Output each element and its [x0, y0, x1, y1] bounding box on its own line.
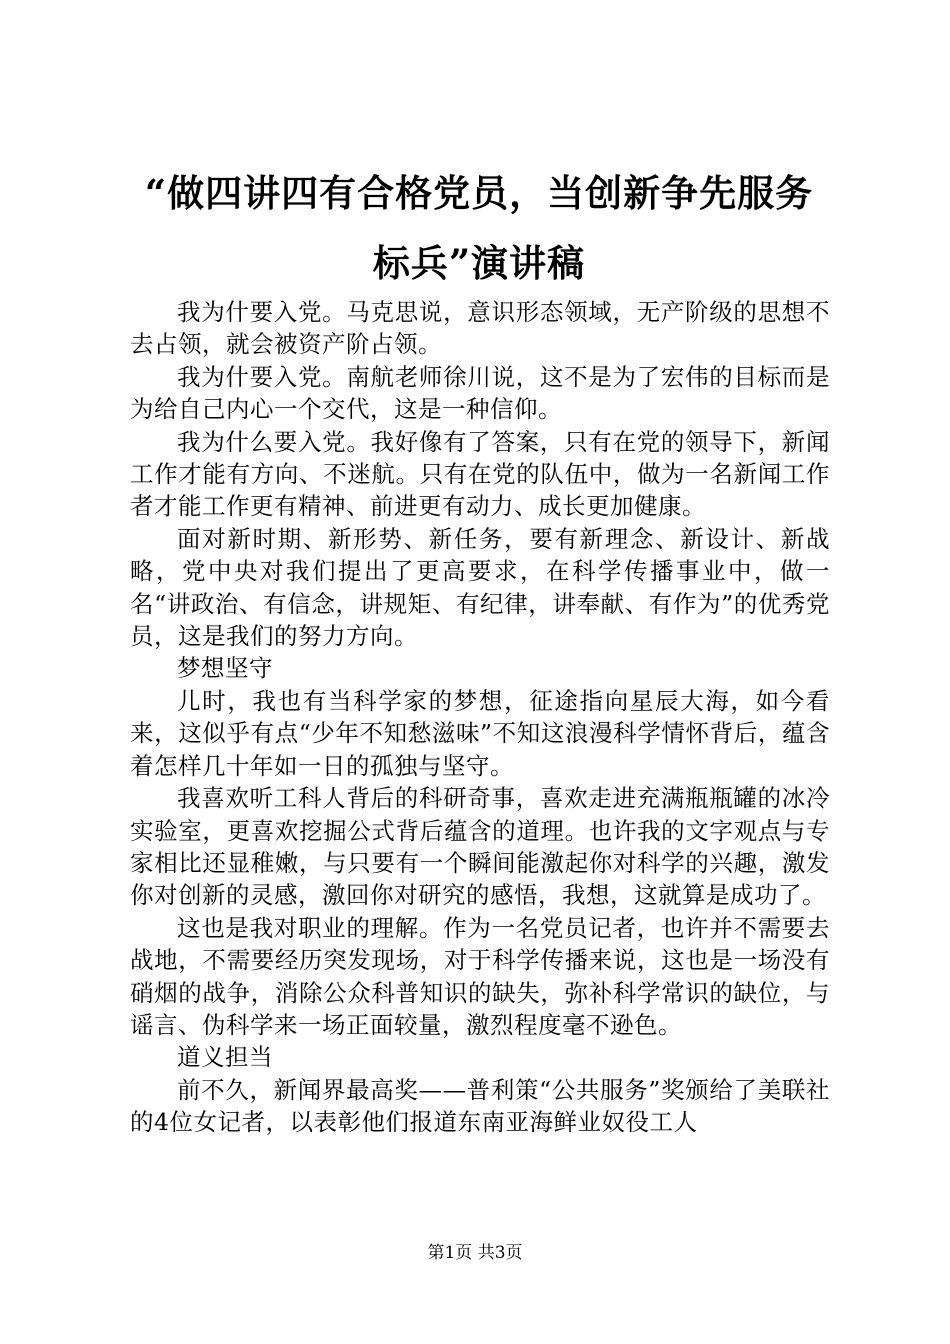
- document-body: [130, 296, 830, 1139]
- page-footer: 第1页 共3页: [427, 1243, 523, 1263]
- paragraph: 我为什要入党。南航老师徐川说，这不是为了宏伟的目标而是为给自己内心一个交代，这是一种信仰。: [130, 362, 830, 424]
- paragraph: 面对新时期、新形势、新任务，要有新理念、新设计、新战略，党中央对我们提出了更高要求，在科学传播事业中，做一名“讲政治、有信念，讲规矩、有纪律，讲奉献、有作为”的优秀党员，这是我们的努力方向。: [130, 524, 830, 651]
- paragraph: 我喜欢听工科人背后的科研奇事，喜欢走进充满瓶瓶罐的冰冷实验室，更喜欢挖掘公式背后蕴含的道理。也许我的文字观点与专家相比还显稚嫩，与只要有一个瞬间能激起你对科学的兴趣，激发你对创新的灵感，激回你对研究的感悟，我想，这就算是成功了。: [130, 784, 830, 910]
- document-title: “做四讲四有合格党员，当创新争先服务标兵”演讲稿: [144, 171, 814, 285]
- paragraph: 前不久，新闻界最高奖——普利策“公共服务”奖颁给了美联社的4位女记者，以表彰他们报道东南亚海鲜业奴役工人: [130, 1075, 830, 1137]
- paragraph: 我为什么要入党。我好像有了答案，只有在党的领导下，新闻工作才能有方向、不迷航。只有在党的队伍中，做为一名新闻工作者才能工作更有精神、前进更有动力、成长更加健康。: [130, 427, 830, 521]
- paragraph: 儿时，我也有当科学家的梦想，征途指向星辰大海，如今看来，这似乎有点“少年不知愁滋味”不知这浪漫科学情怀背后，蕴含着怎样几十年如一日的孤独与坚守。: [130, 686, 830, 780]
- section-heading: 道义担当: [177, 1043, 273, 1072]
- section-heading: 梦想坚守: [177, 654, 273, 683]
- paragraph: 我为什要入党。马克思说，意识形态领域，无产阶级的思想不去占领，就会被资产阶占领。: [130, 298, 830, 359]
- paragraph: 这也是我对职业的理解。作为一名党员记者，也许并不需要去战地，不需要经历突发现场，对于科学传播来说，这也是一场没有硝烟的战争，消除公众科普知识的缺失，弥补科学常识的缺位，与谣言、伪科学来一场正面较量，激烈程度毫不逊色。: [130, 913, 830, 1039]
